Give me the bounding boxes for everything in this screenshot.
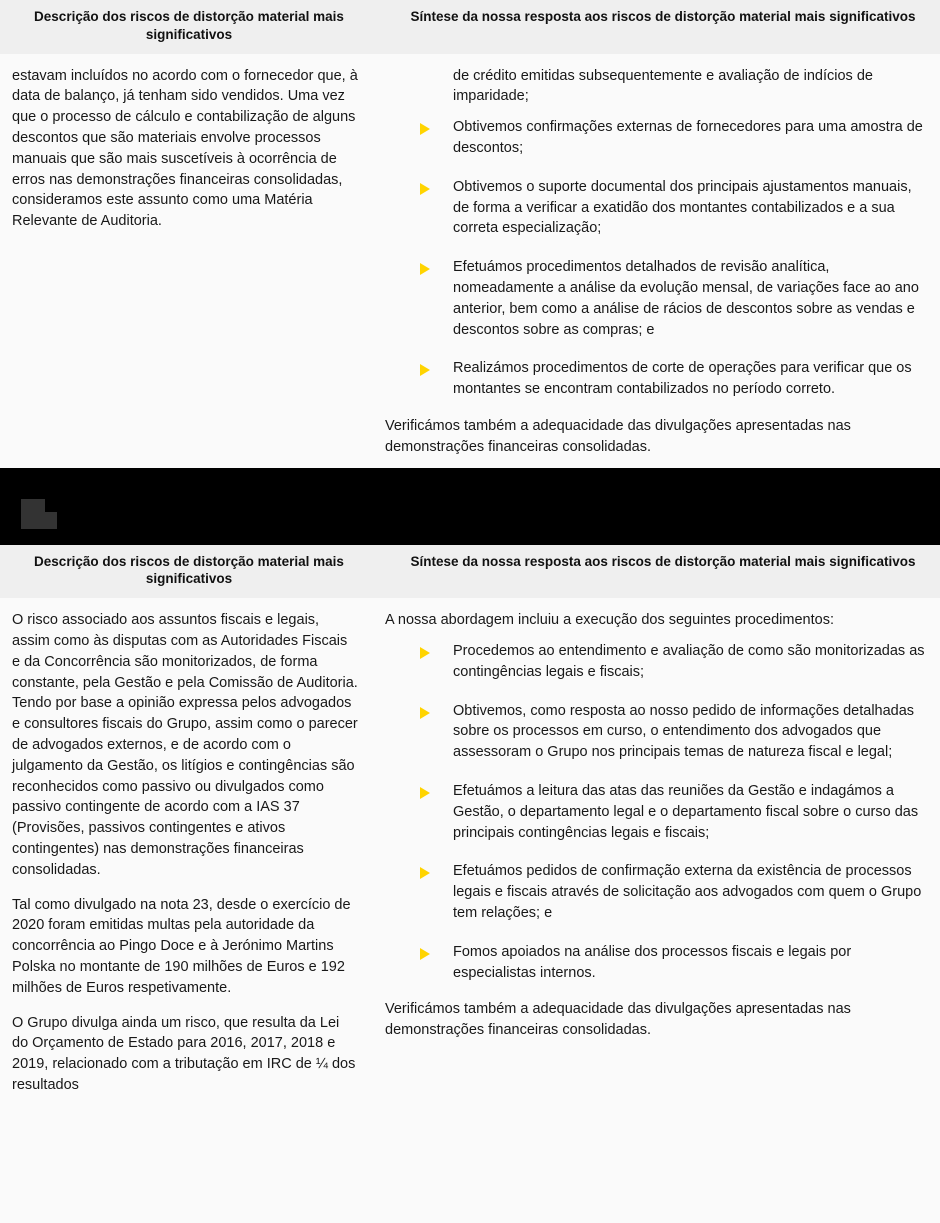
page-divider-band: [0, 468, 940, 545]
column-header-descricao-riscos: Descrição dos riscos de distorção material mais significativos: [34, 553, 344, 587]
list-item-text: Obtivemos, como resposta ao nosso pedido de informações detalhadas sobre os processos em curso, o entendimento dos advogados que assessoram o Grupo nos principais temas de natureza fiscal e legal;: [453, 702, 915, 761]
audit-response-column-1: [380, 54, 940, 468]
list-item-text: Efetuámos pedidos de confirmação externa da existência de processos legais e fiscais através de solicitação aos advogados com quem o Grupo tem relações; e: [453, 863, 922, 921]
column-header-sintese-resposta: Síntese da nossa resposta aos riscos de distorção material mais significativos: [410, 9, 916, 24]
triangle-bullet-icon: [420, 364, 430, 376]
triangle-bullet-icon: [420, 183, 430, 195]
triangle-bullet-icon: [420, 948, 430, 960]
list-item-text: Efetuámos a leitura das atas das reuniões da Gestão e indagámos a Gestão, o departamento legal e o departamento fiscal sobre o curso das principais contingências legais e fiscais;: [453, 782, 919, 841]
list-item-text: Efetuámos procedimentos detalhados de revisão analítica, nomeadamente a análise da evolução mensal, de variações face ao ano anterior, bem como a análise de rácios de descontos sobre as vendas e descontos sobre as compras; e: [453, 259, 919, 338]
list-item: [385, 641, 926, 683]
kam-table-header-2: [0, 545, 940, 599]
triangle-bullet-icon: [420, 123, 430, 135]
kam-section-fiscais-legais: [0, 545, 940, 1106]
risk-paragraph: O Grupo divulga ainda um risco, que resulta da Lei do Orçamento de Estado para 2016, 2017, 2018 e 2019, relacionado com a tributação em IRC de ¼ dos resultados: [12, 1014, 356, 1093]
list-item: [385, 942, 926, 984]
list-item: [385, 358, 926, 400]
list-item: [385, 177, 926, 239]
risk-paragraph: estavam incluídos no acordo com o fornecedor que, à data de balanço, já tenham sido vendidos. Uma vez que o processo de cálculo e contabilização de alguns descontos que são materiais envolve processos manuais que são mais suscetíveis à ocorrência de erros nas demonstrações financeiras consolidadas, consideramos este assunto como uma Matéria Relevante de Auditoria.: [12, 67, 358, 230]
kam-table-body-2: [0, 598, 940, 1106]
list-item: [385, 701, 926, 763]
kam-table-body-1: [0, 54, 940, 468]
response-continuation-text: de crédito emitidas subsequentemente e avaliação de indícios de imparidade;: [453, 67, 873, 105]
risk-paragraph: O risco associado aos assuntos fiscais e legais, assim como às disputas com as Autoridades Fiscais e da Concorrência são monitorizados, de forma constante, pela Gestão e pela Comissão de Auditoria. Tendo por base a opinião expressa pelos advogados e consultores fiscais do Grupo, assim como o parecer de advogados externos, e de acordo com o julgamento da Gestão, os litígios e contingências são reconhecidos como passivo ou divulgados como passivo contingente de acordo com a IAS 37 (Provisões, passivos contingentes e ativos contingentes) nas demonstrações financeiras consolidadas.: [12, 612, 358, 878]
list-item-text: Realizámos procedimentos de corte de operações para verificar que os montantes se encontram contabilizados no período correto.: [453, 360, 912, 398]
triangle-bullet-icon: [420, 867, 430, 879]
risk-description-column-1: [0, 54, 380, 242]
audit-response-column-2: [380, 598, 940, 1051]
list-item-text: Obtivemos confirmações externas de fornecedores para uma amostra de descontos;: [453, 119, 923, 157]
list-item-text: Obtivemos o suporte documental dos principais ajustamentos manuais, de forma a verificar a exatidão dos montantes contabilizados e a sua correta especialização;: [453, 178, 912, 237]
list-item: [385, 117, 926, 159]
list-item-text: Procedemos ao entendimento e avaliação de como são monitorizadas as contingências legais e fiscais;: [453, 643, 925, 680]
triangle-bullet-icon: [420, 647, 430, 659]
list-item: [385, 861, 926, 923]
response-bullet-list-2: [385, 641, 926, 983]
response-closing-text: Verificámos também a adequacidade das divulgações apresentadas nas demonstrações financeiras consolidadas.: [385, 417, 851, 455]
risk-paragraph: Tal como divulgado na nota 23, desde o exercício de 2020 foram emitidas multas pela autoridade da concorrência ao Pingo Doce e à Jerónimo Martins Polska no montante de 190 milhões de Euros e 192 milhões de Euros respetivamente.: [12, 896, 351, 996]
icon-shape-primary: [21, 499, 45, 529]
column-header-descricao-riscos: Descrição dos riscos de distorção material mais significativos: [34, 9, 344, 42]
icon-shape-secondary: [43, 512, 57, 529]
kam-table-header-1: [0, 0, 940, 54]
response-bullet-list-1: [385, 117, 926, 400]
response-intro-text: A nossa abordagem incluiu a execução dos seguintes procedimentos:: [385, 612, 834, 629]
kam-section-descontos: [0, 0, 940, 468]
list-item: [385, 257, 926, 340]
triangle-bullet-icon: [420, 787, 430, 799]
column-header-sintese-resposta: Síntese da nossa resposta aos riscos de distorção material mais significativos: [410, 553, 916, 569]
response-closing-text: Verificámos também a adequacidade das divulgações apresentadas nas demonstrações financeiras consolidadas.: [385, 1001, 851, 1039]
list-item: [385, 781, 926, 843]
document-corner-icon: [21, 499, 63, 529]
risk-description-column-2: [0, 598, 380, 1106]
list-item-text: Fomos apoiados na análise dos processos fiscais e legais por especialistas internos.: [453, 943, 852, 981]
triangle-bullet-icon: [420, 263, 430, 275]
triangle-bullet-icon: [420, 707, 430, 719]
